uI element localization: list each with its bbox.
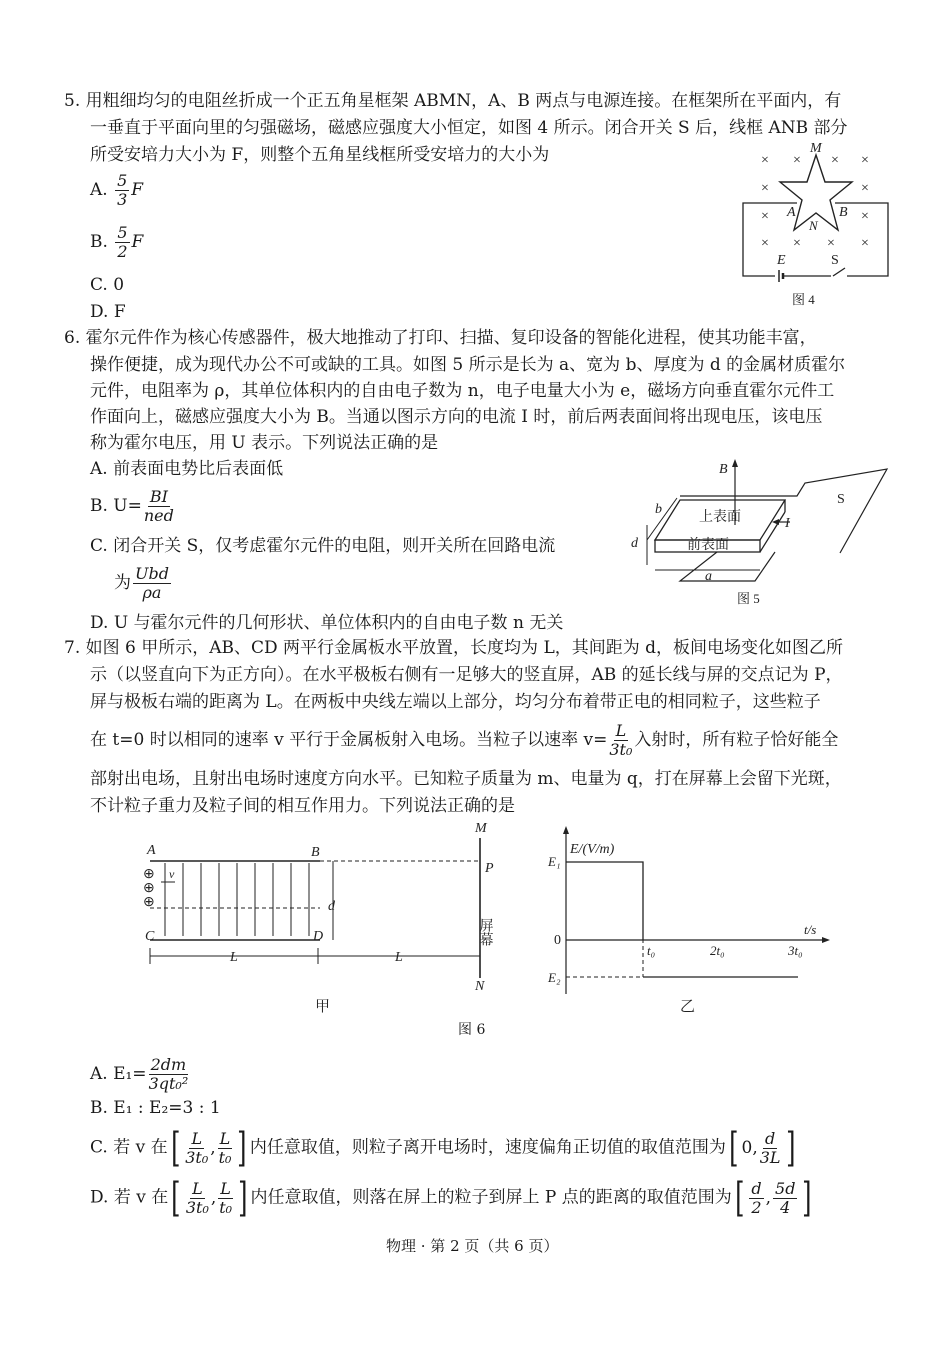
numerator: 5 xyxy=(117,223,128,242)
figure-6-caption: 图 6 xyxy=(458,1022,486,1038)
particle-icon: ⊕ xyxy=(143,867,155,882)
option-label: A. xyxy=(90,180,108,200)
page-footer: 物理 · 第 2 页（共 6 页） xyxy=(386,1237,559,1255)
svg-text:×: × xyxy=(861,209,869,224)
denominator: ρa xyxy=(142,583,162,602)
svg-text:B: B xyxy=(719,462,728,477)
denominator: 3t₀ xyxy=(185,1147,209,1167)
q7-option-d: D. 若 v 在 [ $\frac{L}{\text{3t₀}}$ , $\frac{L}{\text{t₀}}$ ] 内任意取值，则落在屏上的粒子到屏上 P 点的距离的取值范围为 [ $\frac{d}{2}$ , $\frac{5d}{4}$ ] xyxy=(90,1175,812,1221)
numerator: L xyxy=(192,1178,203,1198)
figure-caption: 图 4 xyxy=(792,292,815,307)
svg-text:C: C xyxy=(145,929,155,944)
range-low: 0, xyxy=(741,1138,758,1158)
fraction xyxy=(144,488,174,525)
option-tail: F xyxy=(131,232,144,252)
option-label: B. xyxy=(90,232,108,252)
svg-text:E₁: E₁ xyxy=(548,854,561,869)
svg-text:×: × xyxy=(761,153,769,168)
denominator: 3t₀ xyxy=(185,1197,209,1217)
svg-text:S: S xyxy=(831,253,839,268)
denominator: 2 xyxy=(751,1197,762,1217)
numerator: L xyxy=(615,721,627,740)
svg-text:×: × xyxy=(861,181,869,196)
numerator: L xyxy=(191,1128,203,1148)
svg-text:t/s: t/s xyxy=(804,922,817,937)
svg-text:a: a xyxy=(705,569,712,584)
option-label: B. U= xyxy=(90,496,142,516)
svg-text:E₂: E₂ xyxy=(548,970,561,985)
svg-text:0: 0 xyxy=(554,933,561,948)
q6-option-a: A. 前表面电势比后表面低 xyxy=(90,459,284,479)
numerator: 5d xyxy=(775,1178,796,1198)
numerator: 2dm xyxy=(150,1055,187,1074)
svg-text:I: I xyxy=(785,516,790,531)
figure-6-yi-field-graph xyxy=(540,822,840,1018)
denominator: 3 xyxy=(117,190,128,209)
q6-stem-line4: 作面向上，磁感应强度大小为 B。当通以图示方向的电流 I 时，前后两表面间将出现电压，该电压 xyxy=(90,407,823,427)
numerator: L xyxy=(220,1178,231,1198)
figure-caption: 图 5 xyxy=(737,591,760,606)
svg-text:d: d xyxy=(631,536,638,551)
q5-option-c: C. 0 xyxy=(90,275,125,295)
particle-icon: ⊕ xyxy=(143,881,155,896)
svg-text:d: d xyxy=(328,899,335,914)
q6-stem-line2: 操作便捷，成为现代办公不可或缺的工具。如图 5 所示是长为 a、宽为 b、厚度为 d 的金属材质霍尔 xyxy=(90,355,846,375)
q5-option-d: D. F xyxy=(90,302,126,322)
svg-text:×: × xyxy=(761,236,769,251)
figure-6-jia-plates xyxy=(135,818,520,1018)
svg-text:×: × xyxy=(831,153,839,168)
svg-text:D: D xyxy=(313,929,324,944)
q7-stem-line3: 屏与极板右端的距离为 L。在两板中央线左端以上部分，均匀分布着带正电的相同粒子，这些粒子 xyxy=(90,692,821,712)
option-text: 内任意取值，则粒子离开电场时，速度偏角正切值的取值范围为 xyxy=(249,1137,726,1158)
denominator: 3qt₀² xyxy=(148,1074,189,1093)
svg-text:E/(V/m): E/(V/m) xyxy=(570,842,615,857)
svg-text:3t₀: 3t₀ xyxy=(788,943,803,958)
numerator: L xyxy=(219,1128,231,1148)
fraction xyxy=(133,565,171,602)
q6-stem-line3: 元件，电阻率为 ρ，其单位体积内的自由电子数为 n，电子电量大小为 e，磁场方向垂直霍尔元件工 xyxy=(90,381,835,401)
q6-option-c: C. 闭合开关 S，仅考虑霍尔元件的电阻，则开关所在回路电流 xyxy=(90,536,556,556)
q6-stem-line5: 称为霍尔电压，用 U 表示。下列说法正确的是 xyxy=(90,433,439,453)
q7-stem-line6: 不计粒子重力及粒子间的相互作用力。下列说法正确的是 xyxy=(90,796,515,816)
svg-text:A: A xyxy=(147,843,156,858)
svg-text:S: S xyxy=(837,492,845,507)
e1-segment xyxy=(566,862,643,940)
numerator: d xyxy=(751,1178,762,1198)
numerator: 5 xyxy=(117,171,128,190)
fraction xyxy=(115,224,129,261)
q5-stem-line2: 一垂直于平面向里的匀强磁场，磁感应强度大小恒定，如图 4 所示。闭合开关 S 后，线框 ANB 部分 xyxy=(90,118,848,138)
fraction xyxy=(115,172,129,209)
svg-text:×: × xyxy=(761,209,769,224)
fraction xyxy=(609,722,632,759)
svg-text:P: P xyxy=(485,861,494,876)
figure-caption: 甲 xyxy=(315,999,331,1015)
q5-option-a xyxy=(90,172,143,209)
denominator: 4 xyxy=(780,1197,791,1217)
q7-stem-line2: 示（以竖直向下为正方向）。在水平极板右侧有一足够大的竖直屏，AB 的延长线与屏的交点记为 P， xyxy=(90,665,843,685)
q6-option-b xyxy=(90,488,176,525)
svg-text:L: L xyxy=(230,950,238,965)
q7-stem-line1: 7. 如图 6 甲所示，AB、CD 两平行金属板水平放置，长度均为 L，其间距为 d，板间电场变化如图乙所 xyxy=(64,638,844,658)
denominator: 3t₀ xyxy=(609,740,633,759)
denominator: t₀ xyxy=(218,1147,232,1167)
fraction xyxy=(149,1056,189,1093)
magnetic-field-crosses xyxy=(761,153,869,251)
svg-text:×: × xyxy=(861,153,869,168)
svg-text:×: × xyxy=(761,181,769,196)
svg-text:A: A xyxy=(787,205,796,220)
q5-stem-line3: 所受安培力大小为 F，则整个五角星线框所受安培力的大小为 xyxy=(90,145,550,165)
svg-text:前表面: 前表面 xyxy=(687,538,729,553)
svg-text:×: × xyxy=(793,236,801,251)
svg-text:屏幕: 屏幕 xyxy=(477,918,493,946)
denominator: t₀ xyxy=(219,1197,233,1217)
q6-stem-line1: 6. 霍尔元件作为核心传感器件，极大地推动了打印、扫描、复印设备的智能化进程，使其功能丰富， xyxy=(64,328,817,348)
q5-option-b xyxy=(90,224,143,261)
q6-option-d: D. U 与霍尔元件的几何形状、单位体积内的自由电子数 n 无关 xyxy=(90,613,564,633)
q5-stem-line1: 5. 用粗细均匀的电阻丝折成一个正五角星框架 ABMN，A、B 两点与电源连接。在框架所在平面内，有 xyxy=(64,91,842,111)
q7-stem-line5: 部射出电场，且射出电场时速度方向水平。已知粒子质量为 m、电量为 q，打在屏幕上会留下光斑， xyxy=(90,769,842,789)
option-label: A. E₁= xyxy=(90,1064,147,1084)
svg-text:N: N xyxy=(475,979,485,994)
svg-text:L: L xyxy=(395,950,403,965)
denominator: ned xyxy=(143,506,174,525)
figure-caption: 乙 xyxy=(680,999,696,1015)
option-tail: F xyxy=(131,180,144,200)
figure-5-hall-element xyxy=(625,455,895,610)
numerator: d xyxy=(765,1128,776,1148)
svg-text:t₀: t₀ xyxy=(647,943,656,958)
svg-text:2t₀: 2t₀ xyxy=(710,943,725,958)
svg-text:M: M xyxy=(810,141,822,156)
numerator: Ubd xyxy=(135,564,169,583)
svg-text:M: M xyxy=(475,821,487,836)
option-text: 为 xyxy=(114,573,131,593)
denominator: 3L xyxy=(759,1147,781,1167)
denominator: 2 xyxy=(117,242,128,261)
svg-text:B: B xyxy=(311,845,320,860)
figure-4-star-frame xyxy=(735,140,900,310)
q7-stem-line4 xyxy=(90,722,838,759)
svg-text:v: v xyxy=(169,867,175,881)
particle-icon: ⊕ xyxy=(143,895,155,910)
stem-text: 在 t=0 时以相同的速率 v 平行于金属板射入电场。当粒子以速率 v= xyxy=(90,730,608,750)
svg-text:×: × xyxy=(827,236,835,251)
svg-text:b: b xyxy=(655,502,662,517)
option-text: 内任意取值，则落在屏上的粒子到屏上 P 点的距离的取值范围为 xyxy=(250,1187,732,1208)
switch-icon xyxy=(833,268,845,276)
q7-option-c: C. 若 v 在 [ $\frac{L}{\text{3t₀}}$ , $\frac{L}{\text{t₀}}$ ] 内任意取值，则粒子离开电场时，速度偏角正切值的取值范围为 [ 0, $\frac{d}{3L}$ ] xyxy=(90,1125,796,1171)
svg-text:B: B xyxy=(839,205,848,220)
q7-option-a xyxy=(90,1056,190,1093)
svg-text:上表面: 上表面 xyxy=(699,510,741,525)
q6-option-c-formula xyxy=(114,565,173,602)
svg-text:×: × xyxy=(793,153,801,168)
q7-option-b: B. E₁ : E₂=3 : 1 xyxy=(90,1098,221,1118)
numerator: BI xyxy=(149,487,168,506)
stem-text: 入射时，所有粒子恰好能全 xyxy=(634,730,839,750)
option-label: D. 若 v 在 xyxy=(90,1187,169,1208)
svg-text:N: N xyxy=(809,218,818,233)
svg-text:×: × xyxy=(861,236,869,251)
svg-text:E: E xyxy=(777,253,786,268)
option-label: C. 若 v 在 xyxy=(90,1137,168,1158)
